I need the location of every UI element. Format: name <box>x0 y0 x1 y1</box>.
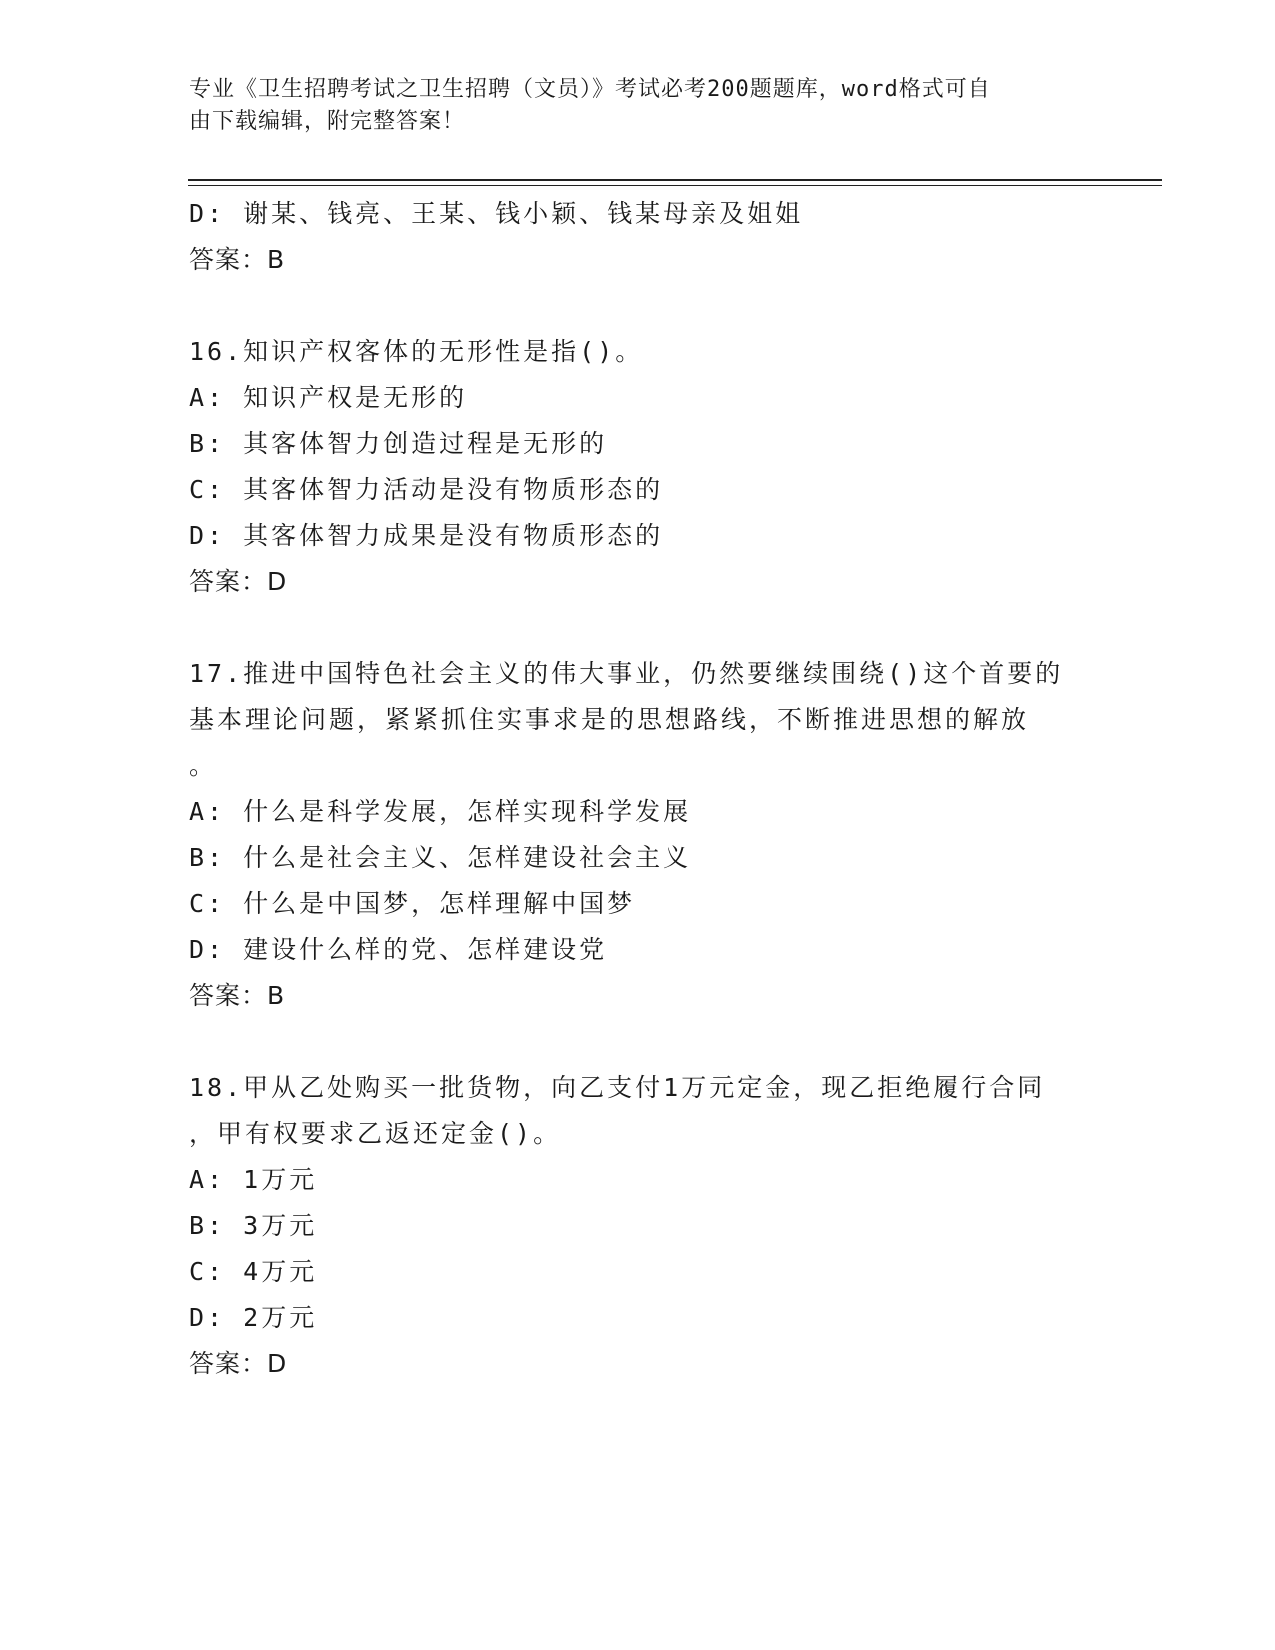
option-c: C: 什么是中国梦，怎样理解中国梦 <box>189 889 636 918</box>
question-stem: ，甲有权要求乙返还定金()。 <box>189 1119 562 1148</box>
answer: 答案：D <box>189 567 288 596</box>
question-stem: 16.知识产权客体的无形性是指()。 <box>189 337 644 366</box>
header-divider-thin <box>188 185 1162 186</box>
header-line-1: 专业《卫生招聘考试之卫生招聘（文员）》考试必考200题题库，word格式可自 <box>189 77 991 102</box>
answer: 答案：B <box>189 981 286 1010</box>
question-stem: 18.甲从乙处购买一批货物，向乙支付1万元定金，现乙拒绝履行合同 <box>189 1073 1046 1102</box>
question-stem: 。 <box>189 751 218 780</box>
option-b: B: 3万元 <box>189 1211 318 1240</box>
option-c: C: 4万元 <box>189 1257 318 1286</box>
option-a: A: 1万元 <box>189 1165 318 1194</box>
answer: 答案：B <box>189 245 286 274</box>
question-stem: 17.推进中国特色社会主义的伟大事业，仍然要继续围绕()这个首要的 <box>189 659 1064 688</box>
prev-question-tail <box>189 191 1089 283</box>
question-18 <box>189 1065 1089 1387</box>
option-a: A: 知识产权是无形的 <box>189 383 468 412</box>
question-list <box>189 191 1089 1387</box>
option-c: C: 其客体智力活动是没有物质形态的 <box>189 475 664 504</box>
document-header <box>189 74 1089 138</box>
question-16 <box>189 329 1089 605</box>
answer: 答案：D <box>189 1349 288 1378</box>
header-divider-thick <box>188 179 1162 181</box>
option-a: A: 什么是科学发展，怎样实现科学发展 <box>189 797 692 826</box>
option-b: B: 什么是社会主义、怎样建设社会主义 <box>189 843 692 872</box>
spacer <box>189 605 1089 651</box>
question-stem: 基本理论问题，紧紧抓住实事求是的思想路线，不断推进思想的解放 <box>189 705 1030 734</box>
option-d: D: 建设什么样的党、怎样建设党 <box>189 935 608 964</box>
question-17 <box>189 651 1089 1019</box>
option-d: D: 2万元 <box>189 1303 318 1332</box>
spacer <box>189 283 1089 329</box>
option-b: B: 其客体智力创造过程是无形的 <box>189 429 608 458</box>
spacer <box>189 1019 1089 1065</box>
option-d: D: 其客体智力成果是没有物质形态的 <box>189 521 664 550</box>
option-d: D: 谢某、钱亮、王某、钱小颖、钱某母亲及姐姐 <box>189 199 804 228</box>
header-line-2: 由下载编辑，附完整答案！ <box>189 109 466 134</box>
